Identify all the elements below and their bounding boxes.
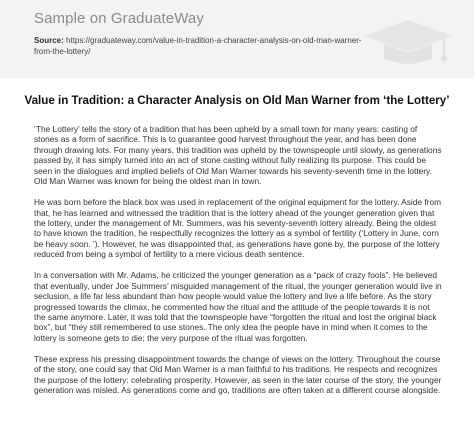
paragraph: In a conversation with Mr. Adams, he criticized the younger generation as a “pack of crazy fools”. He believed that eventually, under Joe Summers’ misguided management of the ritual, the younger generation would live in seclusion, a life far less abundant than how people would value the lottery and live a life before. As the story progressed towards the climax, he commented how the ritual and the attitude of the people towards it is not the same anymore. Later, it was told that the townspeople have “forgotten the ritual and lost the original black box”, but “they still remembered to use stones. The only idea the people have in mind when it comes to the lottery is someone gets to die; the very purpose of the ritual was forgotten. <box>34 270 442 343</box>
site-brand[interactable]: Sample on GraduateWay <box>34 10 204 27</box>
source-link[interactable]: https://graduateway.com/value-in-tradition-a-character-analysis-on-old-man-warner-from-the-lottery/ <box>34 36 362 56</box>
source-line <box>34 36 364 57</box>
page-header <box>0 0 474 78</box>
paragraph: He was born before the black box was used in replacement of the original equipment for the lottery. Aside from that, he has learned and witnessed the tradition that is the lottery ahead of the younger generation given that the lottery, under the management of Mr. Summers, was his seventy-seventh lottery already. Being the oldest to have known the tradition, he respectfully recognizes the lottery as a symbol of fertility (‘Lottery in June, corn be heavy soon. ’). However, he was disappointed that, as generations have gone by, the purpose of the lottery reduced from being a symbol of fertility to a mere vicious death sentence. <box>34 197 442 260</box>
graduation-cap-icon <box>360 14 456 70</box>
paragraph: ‘The Lottery’ tells the story of a tradition that has been upheld by a small town for many years: casting of stones as a form of sacrifice. This is to guarantee good harvest throughout the year, and has been done through drawing lots. For many years, this tradition was upheld by the townspeople until slowly, as generations passed by, it has simply turned into an act of stone casting without fully realizing its purpose. This could be seen in the dialogues and implied beliefs of Old Man Warner towards his seventy-seventh time in the lottery. Old Man Warner was known for being the oldest man in town. <box>34 124 442 187</box>
article-title: Value in Tradition: a Character Analysis on Old Man Warner from ‘the Lottery’ <box>24 94 450 107</box>
paragraph: These express his pressing disappointment towards the change of views on the lottery. Throughout the course of the story, one could say that Old Man Warner is a man faithful to his traditions. He respects and recognizes the purpose of the lottery: celebrating prosperity. However, as seen in the later course of the story, the younger generation was misled. As generations come and go, traditions are often taken at a different course alongside. <box>34 353 442 396</box>
article-body <box>34 124 442 406</box>
source-label: Source: <box>34 36 64 45</box>
